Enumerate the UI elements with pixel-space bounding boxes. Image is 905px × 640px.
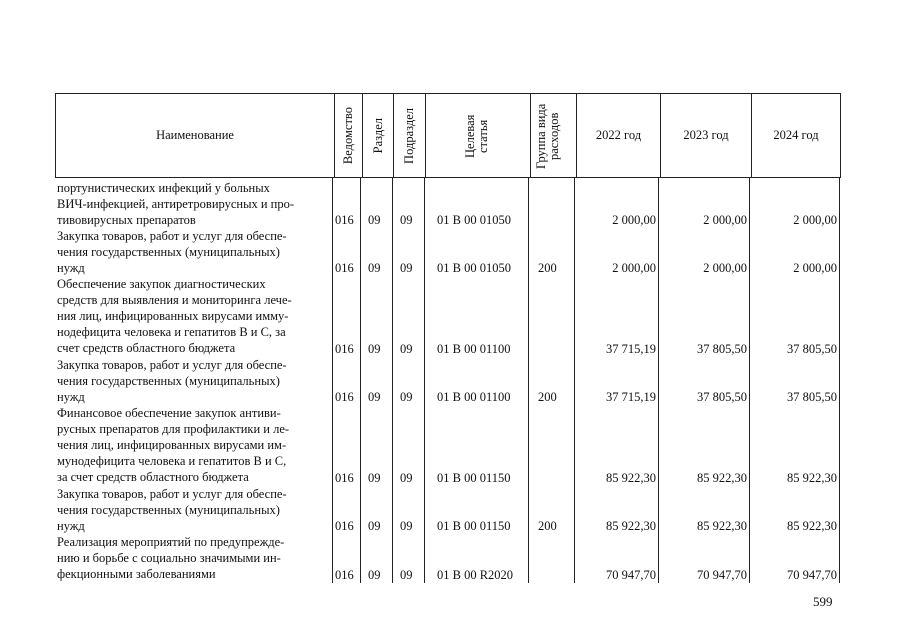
row-celevaya: 01 В 00 01150 bbox=[437, 519, 511, 533]
row-name-line: средств для выявления и мониторинга лече- bbox=[57, 293, 292, 307]
row-name-line: Обеспечение закупок диагностических bbox=[57, 277, 266, 291]
row-2024: 2 000,00 bbox=[793, 213, 837, 227]
row-vedomstvo: 016 bbox=[335, 568, 354, 582]
page-number: 599 bbox=[813, 594, 833, 609]
row-2023: 85 922,30 bbox=[697, 471, 747, 485]
row-razdel: 09 bbox=[368, 519, 381, 533]
header-podrazdel bbox=[393, 94, 425, 177]
header-podrazdel-text: Подраздел bbox=[402, 107, 416, 164]
row-name-line: чения государственных (муниципальных) bbox=[57, 374, 280, 388]
table-header bbox=[55, 93, 841, 178]
row-name bbox=[57, 405, 329, 485]
header-2023 bbox=[660, 94, 751, 177]
row-2023: 85 922,30 bbox=[697, 519, 747, 533]
row-celevaya: 01 В 00 01050 bbox=[437, 261, 511, 275]
row-name-line: нию и борьбе с социально значимыми ин- bbox=[57, 551, 281, 565]
column-rule bbox=[332, 178, 333, 583]
row-name-line: нодефицита человека и гепатитов В и С, за bbox=[57, 325, 286, 339]
row-name-line: ВИЧ-инфекцией, антиретровирусных и про- bbox=[57, 197, 295, 211]
row-2022: 2 000,00 bbox=[612, 213, 656, 227]
row-2023: 37 805,50 bbox=[697, 342, 747, 356]
row-name bbox=[57, 486, 329, 534]
row-razdel: 09 bbox=[368, 390, 381, 404]
row-name bbox=[57, 180, 329, 228]
column-rule bbox=[360, 178, 361, 583]
row-vedomstvo: 016 bbox=[335, 213, 354, 227]
row-razdel: 09 bbox=[368, 568, 381, 582]
row-2023: 2 000,00 bbox=[703, 213, 747, 227]
row-vedomstvo: 016 bbox=[335, 342, 354, 356]
row-name bbox=[57, 534, 329, 582]
row-name bbox=[57, 228, 329, 276]
header-razdel bbox=[362, 94, 393, 177]
row-name-line: Финансовое обеспечение закупок антиви- bbox=[57, 406, 281, 420]
column-rule bbox=[658, 178, 659, 583]
row-podrazdel: 09 bbox=[400, 519, 413, 533]
row-name-line: Закупка товаров, работ и услуг для обеспе- bbox=[57, 229, 287, 243]
row-name-line: нужд bbox=[57, 261, 85, 275]
column-rule bbox=[528, 178, 529, 583]
row-name-line: чения государственных (муниципальных) bbox=[57, 503, 280, 517]
header-razdel-text: Раздел bbox=[370, 117, 385, 154]
column-rule bbox=[574, 178, 575, 583]
row-2024: 70 947,70 bbox=[787, 568, 837, 582]
row-2023: 2 000,00 bbox=[703, 261, 747, 275]
row-name-line: ния лиц, инфицированных вирусами имму- bbox=[57, 309, 289, 323]
row-name-line: за счет средств областного бюджета bbox=[57, 470, 249, 484]
header-gruppa bbox=[530, 94, 576, 177]
row-name-line: русных препаратов для профилактики и ле- bbox=[57, 422, 290, 436]
row-name-line: тивовирусных препаратов bbox=[57, 213, 196, 227]
row-name-line: портунистических инфекций у больных bbox=[57, 181, 270, 195]
row-podrazdel: 09 bbox=[400, 213, 413, 227]
row-2024: 37 805,50 bbox=[787, 390, 837, 404]
row-vedomstvo: 016 bbox=[335, 519, 354, 533]
row-name-line: Закупка товаров, работ и услуг для обеспе- bbox=[57, 487, 287, 501]
row-podrazdel: 09 bbox=[400, 471, 413, 485]
row-vedomstvo: 016 bbox=[335, 471, 354, 485]
header-gruppa-text: Группа вида расходов bbox=[533, 102, 561, 169]
row-razdel: 09 bbox=[368, 342, 381, 356]
row-2022: 85 922,30 bbox=[606, 519, 656, 533]
row-razdel: 09 bbox=[368, 471, 381, 485]
header-name-text: Наименование bbox=[156, 128, 234, 142]
row-name-line: мунодефицита человека и гепатитов В и С, bbox=[57, 454, 287, 468]
header-2022-text: 2022 год bbox=[595, 128, 642, 142]
row-celevaya: 01 В 00 01100 bbox=[437, 390, 511, 404]
row-2024: 85 922,30 bbox=[787, 519, 837, 533]
header-celevaya bbox=[425, 94, 530, 177]
row-name-line: Реализация мероприятий по предупрежде- bbox=[57, 535, 285, 549]
header-vedomstvo-text: Ведомство bbox=[341, 106, 355, 165]
row-2022: 70 947,70 bbox=[606, 568, 656, 582]
row-2023: 70 947,70 bbox=[697, 568, 747, 582]
row-name bbox=[57, 357, 329, 405]
header-2022 bbox=[576, 94, 660, 177]
row-name bbox=[57, 276, 329, 356]
row-2024: 85 922,30 bbox=[787, 471, 837, 485]
row-gruppa: 200 bbox=[538, 519, 557, 533]
header-2023-text: 2023 год bbox=[683, 128, 729, 142]
row-2022: 2 000,00 bbox=[612, 261, 656, 275]
row-name-line: нужд bbox=[57, 519, 85, 533]
header-name bbox=[56, 94, 334, 177]
row-celevaya: 01 В 00 01100 bbox=[437, 342, 511, 356]
column-rule bbox=[392, 178, 393, 583]
header-vedomstvo bbox=[334, 94, 362, 177]
row-celevaya: 01 В 00 R2020 bbox=[437, 568, 514, 582]
row-vedomstvo: 016 bbox=[335, 261, 354, 275]
header-2024 bbox=[751, 94, 840, 177]
row-2022: 85 922,30 bbox=[606, 471, 656, 485]
row-celevaya: 01 В 00 01050 bbox=[437, 213, 511, 227]
row-2022: 37 715,19 bbox=[606, 342, 656, 356]
header-2024-text: 2024 год bbox=[773, 128, 819, 142]
row-podrazdel: 09 bbox=[400, 568, 413, 582]
column-rule bbox=[839, 178, 840, 583]
row-gruppa: 200 bbox=[538, 390, 557, 404]
row-podrazdel: 09 bbox=[400, 261, 413, 275]
row-2024: 37 805,50 bbox=[787, 342, 837, 356]
row-razdel: 09 bbox=[368, 261, 381, 275]
column-rule bbox=[749, 178, 750, 583]
row-gruppa: 200 bbox=[538, 261, 557, 275]
header-celevaya-text: Целевая статья bbox=[463, 113, 490, 158]
row-name-line: Закупка товаров, работ и услуг для обеспе- bbox=[57, 358, 287, 372]
row-celevaya: 01 В 00 01150 bbox=[437, 471, 511, 485]
row-name-line: чения государственных (муниципальных) bbox=[57, 245, 280, 259]
row-podrazdel: 09 bbox=[400, 390, 413, 404]
row-podrazdel: 09 bbox=[400, 342, 413, 356]
row-name-line: счет средств областного бюджета bbox=[57, 341, 236, 355]
row-2024: 2 000,00 bbox=[793, 261, 837, 275]
row-2023: 37 805,50 bbox=[697, 390, 747, 404]
row-2022: 37 715,19 bbox=[606, 390, 656, 404]
row-name-line: нужд bbox=[57, 390, 85, 404]
row-vedomstvo: 016 bbox=[335, 390, 354, 404]
row-razdel: 09 bbox=[368, 213, 381, 227]
column-rule bbox=[424, 178, 425, 583]
row-name-line: чения лиц, инфицированных вирусами им- bbox=[57, 438, 287, 452]
row-name-line: фекционными заболеваниями bbox=[57, 567, 216, 581]
